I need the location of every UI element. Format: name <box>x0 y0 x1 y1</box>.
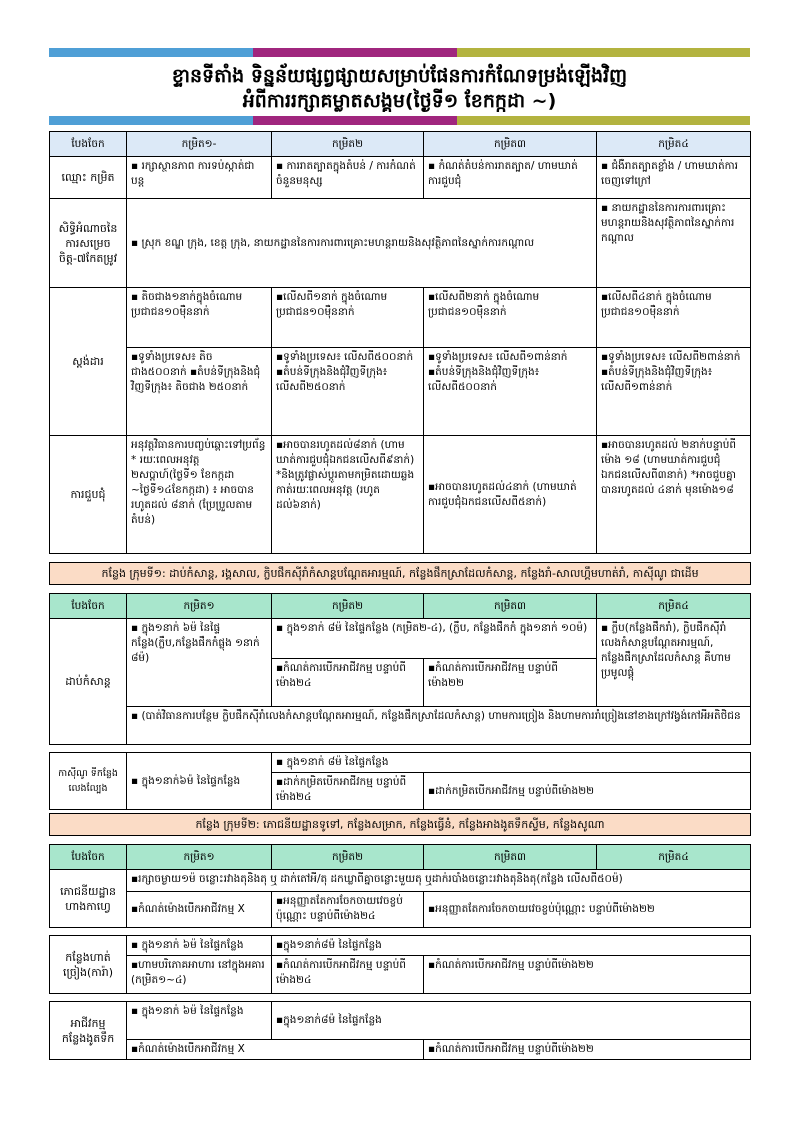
cell-name-4: ▪ ជំងឺរាតត្បាតខ្លាំង / ហាមឃាត់ការចេញទៅក្រៅ <box>597 157 751 199</box>
header-level-3: កម្រិត៣ <box>424 132 597 157</box>
cell-gathering-2: ▪អាចបានរហូតដល់៨នាក់ (ហាមឃាត់ការជួបជុំឯកជនលើសពី៩នាក់) *និងត្រូវផ្លាស់ប្តូរតាមកម្រិតដោយឆ្លងកាត់រយៈពេលអនុវត្ត (រហូតដល់៦នាក់) <box>272 436 424 554</box>
header-level-4: កម្រិត៤ <box>597 594 751 619</box>
cell-name-3: ▪ កំណត់តំបន់ការរាតត្បាត/ ហាមឃាត់ការជួបជុំ <box>424 157 597 199</box>
cell-name-1: ▪ រក្សាស្ថានភាព ការទប់ស្កាត់ជាបន្ត <box>127 157 272 199</box>
header-level-2: កម្រិត២ <box>272 132 424 157</box>
cell-bath-3-4: ▪កំណត់ការបើកអាជីវកម្ម បន្ទាប់ពីម៉ោង២២ <box>424 1040 751 1060</box>
cell-gathering-1: អនុវត្តវិធានការបញ្ចប់ឆ្ពោះទៅប្រព័ន្ធ * រយៈពេលអនុវត្ត ២សប្តាហ៍(ថ្ងៃទី១ ខែកក្កដា ~ថ្ងៃទី១៤ខែកក្កដា) ៖ អាចបានរហូតដល់ ៨នាក់ (ប្រែប្រួលតាមតំបន់) <box>127 436 272 554</box>
header-level-3: កម្រិត៣ <box>424 845 597 870</box>
row-label-bath: អាជីវកម្ម កន្លែងងូតទឹក <box>50 1002 127 1060</box>
cell-nightlife-4: ▪ ក្លឹប(កន្លែងផឹករាំ), ក្លិបផឹកស៊ីរាំលេងកំសាន្តបណ្តែតអារម្មណ៍, កន្លែងផឹកស្រាដែលកំសាន្ត គឺហាមប្រមូលផ្តុំ <box>597 619 751 707</box>
cell-restaurant-top: ▪រក្សាចម្ងាយ១ម៉ ចន្លោះរវាងតុនិងតុ ឬ ដាក់តៅអី/តុ ដកឃ្លាពីគ្នាចន្លោះមួយតុ ឬដាក់របាំងចន្លោះរវាងតុនិងតុ(កន្លែង លើសពី៥០ម៉) <box>127 870 751 892</box>
levels-table <box>49 131 751 554</box>
header-level-1: កម្រិត១ <box>127 594 272 619</box>
cell-gathering-3: ▪អាចបានរហូតដល់៤នាក់ (ហាមឃាត់ការជួបជុំឯកជនលើសពី៥នាក់) <box>424 436 597 554</box>
row-label-casino: កាស៊ីណូ ទីកន្លែងលេងល្បែង <box>50 753 127 810</box>
cell-nightlife-1: ▪ ក្នុង១នាក់ ៦ម៉ នៃផ្ទៃកន្លែង(ក្លឹប,កន្លែងផឹកកំផ្លុង ១នាក់ ៨ម៉) <box>127 619 272 707</box>
cell-karaoke-3: ▪កំណត់ការបើកអាជីវកម្ម បន្ទាប់ពីម៉ោង២២ <box>424 956 751 994</box>
cell-authority-4: ▪ នាយកដ្ឋាននៃការការពារគ្រោះមហន្តរាយនិងសុវត្ថិភាពនៃស្នាក់ការកណ្តាល <box>597 199 751 288</box>
cell-gathering-4: ▪អាចបានរហូតដល់ ២នាក់បន្ទាប់ពីម៉ោង ១៨ (ហាមឃាត់ការជួបជុំឯកជនលើសពី៣នាក់) *អាចជួបគ្នា បានរហូតដល់ ៤នាក់ មុនម៉ោង១៨ <box>597 436 751 554</box>
cell-restaurant-1: ▪កំណត់ម៉ោងបើកអាជីវកម្ម X <box>127 892 272 928</box>
cell-standard-a2: ▪លើសពី១នាក់ ក្នុងចំណោមប្រជាជន១០ម៉ឺននាក់ <box>272 288 424 348</box>
category-group-2: កន្លែង ក្រុមទី២: ភោជនីយដ្ឋានទូទៅ, កន្លែងសម្រាក, កន្លែងធ្វើនំ, កន្លែងអាងងូតទឹកស្ទីម, កន្លែងសូណា <box>50 814 751 836</box>
cell-standard-a3: ▪លើសពី២នាក់ ក្នុងចំណោមប្រជាជន១០ម៉ឺននាក់ <box>424 288 597 348</box>
cell-nightlife-3: ▪កំណត់ការបើកអាជីវកម្ម បន្ទាប់ពីម៉ោង២២ <box>424 659 597 707</box>
row-label-standard: ស្តង់ដារ <box>50 288 127 436</box>
title-line-1: ខ្ទានទីតាំង ទិន្នន័យផ្សព្វផ្សាយសម្រាប់ផែនការកំណែទម្រង់ឡើងវិញ <box>171 65 628 87</box>
page-title <box>49 64 750 114</box>
cell-standard-b2: ▪ទូទាំងប្រទេស៖ លើសពី៥០០នាក់ ▪តំបន់ទីក្រុងនិងជុំវិញទីក្រុង៖ លើសពី២៥០នាក់ <box>272 348 424 436</box>
cell-karaoke-1b: ▪ហាមបរិភោគអាហារ នៅក្នុងអគារ (កម្រិត១~៤) <box>127 956 272 994</box>
cell-standard-b4: ▪ទូទាំងប្រទេស៖ លើសពី២ពាន់នាក់ ▪តំបន់ទីក្រុងនិងជុំវិញទីក្រុង៖ លើសពី១ពាន់នាក់ <box>597 348 751 436</box>
header-level-2: កម្រិត២ <box>272 845 424 870</box>
cell-bath-2-top: ▪ក្នុង១នាក់៨ម៉ នៃផ្ទៃកន្លែង <box>272 1002 751 1040</box>
cell-karaoke-2: ▪កំណត់ការបើកអាជីវកម្ម បន្ទាប់ពីម៉ោង២៤ <box>272 956 424 994</box>
header-color-stripe-bottom <box>49 116 750 125</box>
header-category: បែងចែក <box>50 132 127 157</box>
cell-karaoke-1: ▪ ក្នុង១នាក់ ៦ម៉ នៃផ្ទៃកន្លែង <box>127 936 272 956</box>
row-label-level-name: ឈ្មោះ កម្រិត <box>50 157 127 199</box>
row-label-nightlife: ដាប់កំសាន្ត <box>50 619 127 745</box>
header-level-4: កម្រិត៤ <box>597 845 751 870</box>
header-category: បែងចែក <box>50 845 127 870</box>
row-label-karaoke: កន្លែងហាត់ច្រៀង(ការ៉ា) <box>50 936 127 994</box>
cell-standard-a1: ▪ តិចជាង១នាក់ក្នុងចំណោមប្រជាជន១០ម៉ឺននាក់ <box>127 288 272 348</box>
header-level-1: កម្រិត១- <box>127 132 272 157</box>
group2-table <box>49 813 751 1060</box>
header-color-stripe-top <box>49 48 750 57</box>
header-level-4: កម្រិត៤ <box>597 132 751 157</box>
cell-casino-3: ▪ដាក់កម្រិតបើកអាជីវកម្ម បន្ទាប់ពីម៉ោង២២ <box>424 773 751 810</box>
category-group-1: កន្លែង ក្រុមទី១: ដាប់កំសាន្ត, រង្គសាល, ក្លិបផឹកស៊ីរាំកំសាន្តបណ្តែតអារម្មណ៍, កន្លែងផឹកស្រាដែលកំសាន្ត, កន្លែងរាំ-សាលហ្គឹមហាត់រាំ, កាស៊ីណូ ជាដើម <box>50 563 751 585</box>
cell-name-2: ▪ ការរាតត្បាតក្នុងតំបន់ / ការកំណត់ចំនួនមនុស្ស <box>272 157 424 199</box>
cell-authority-1-3: ▪ ស្រុក ខណ្ឌ ក្រុង, ខេត្ត ក្រុង, នាយកដ្ឋាននៃការការពារគ្រោះមហន្តរាយនិងសុវត្ថិភាពនៃស្នាក់ការកណ្តាល <box>127 199 597 288</box>
cell-casino-1: ▪ ក្នុង១នាក់៦ម៉ នៃផ្ទៃកន្លែង <box>127 753 272 810</box>
cell-karaoke-2-top: ▪ក្នុង១នាក់៨ម៉ នៃផ្ទៃកន្លែង <box>272 936 751 956</box>
cell-nightlife-2-3-top: ▪ ក្នុង១នាក់ ៨ម៉ នៃផ្ទៃកន្លែង (កម្រិត២-៤), (ក្លឹប, កន្លែងផឹកកំ ក្នុង១នាក់ ១០ម៉) <box>272 619 597 659</box>
row-label-restaurant: ភោជនីយដ្ឋាន ហាងកាហ្វេ <box>50 870 127 928</box>
cell-standard-b3: ▪ទូទាំងប្រទេស៖ លើសពី១ពាន់នាក់ ▪តំបន់ទីក្រុងនិងជុំវិញទីក្រុង៖ លើសពី៥០០នាក់ <box>424 348 597 436</box>
cell-bath-1: ▪ ក្នុង១នាក់ ៦ម៉ នៃផ្ទៃកន្លែង <box>127 1002 272 1040</box>
cell-restaurant-3: ▪អនុញ្ញាតតែការចែកចាយវេចខ្ចប់ប៉ុណ្ណោះ បន្ទាប់ពីម៉ោង២២ <box>424 892 751 928</box>
header-category: បែងចែក <box>50 594 127 619</box>
cell-restaurant-2: ▪អនុញ្ញាតតែការចែកចាយវេចខ្ចប់ប៉ុណ្ណោះ បន្ទាប់ពីម៉ោង២៤ <box>272 892 424 928</box>
header-level-1: កម្រិត១ <box>127 845 272 870</box>
cell-standard-b1: ▪ទូទាំងប្រទេស៖ តិចជាង៥០០នាក់ ▪តំបន់ទីក្រុងនិងជុំវិញទីក្រុង៖ តិចជាង ២៥០នាក់ <box>127 348 272 436</box>
cell-bath-1-2: ▪កំណត់ម៉ោងបើកអាជីវកម្ម X <box>127 1040 424 1060</box>
cell-nightlife-extra: ▪ (បាត់វិធានការបន្ថែម ក្លិបផឹកស៊ីរាំលេងកំសាន្តបណ្តែតអារម្មណ៍, កន្លែងផឹកស្រាដែលកំសាន្ត) ហាមការច្រៀង និងហាមការរាំច្រៀងនៅខាងក្រៅវង្វង់កៅអីអតិថិជន <box>127 707 751 745</box>
cell-casino-2-top: ▪ ក្នុង១នាក់ ៨ម៉ នៃផ្ទៃកន្លែង <box>272 753 751 773</box>
header-level-3: កម្រិត៣ <box>424 594 597 619</box>
group1-table <box>49 562 751 810</box>
cell-standard-a4: ▪លើសពី៤នាក់ ក្នុងចំណោមប្រជាជន១០ម៉ឺននាក់ <box>597 288 751 348</box>
row-label-authority: សិទ្ធិអំណាចនៃការសម្រេចចិត្ត-៧កែតម្រូវ <box>50 199 127 288</box>
header-level-2: កម្រិត២ <box>272 594 424 619</box>
cell-casino-2: ▪ដាក់កម្រិតបើកអាជីវកម្ម បន្ទាប់ពីម៉ោង២៤ <box>272 773 424 810</box>
cell-nightlife-2: ▪កំណត់ការបើកអាជីវកម្ម បន្ទាប់ពីម៉ោង២៤ <box>272 659 424 707</box>
row-label-gathering: ការជួបជុំ <box>50 436 127 554</box>
title-line-2: អំពីការរក្សាគម្លាតសង្គម(ថ្ងៃទី១ ខែកក្កដា ~) <box>242 90 557 112</box>
